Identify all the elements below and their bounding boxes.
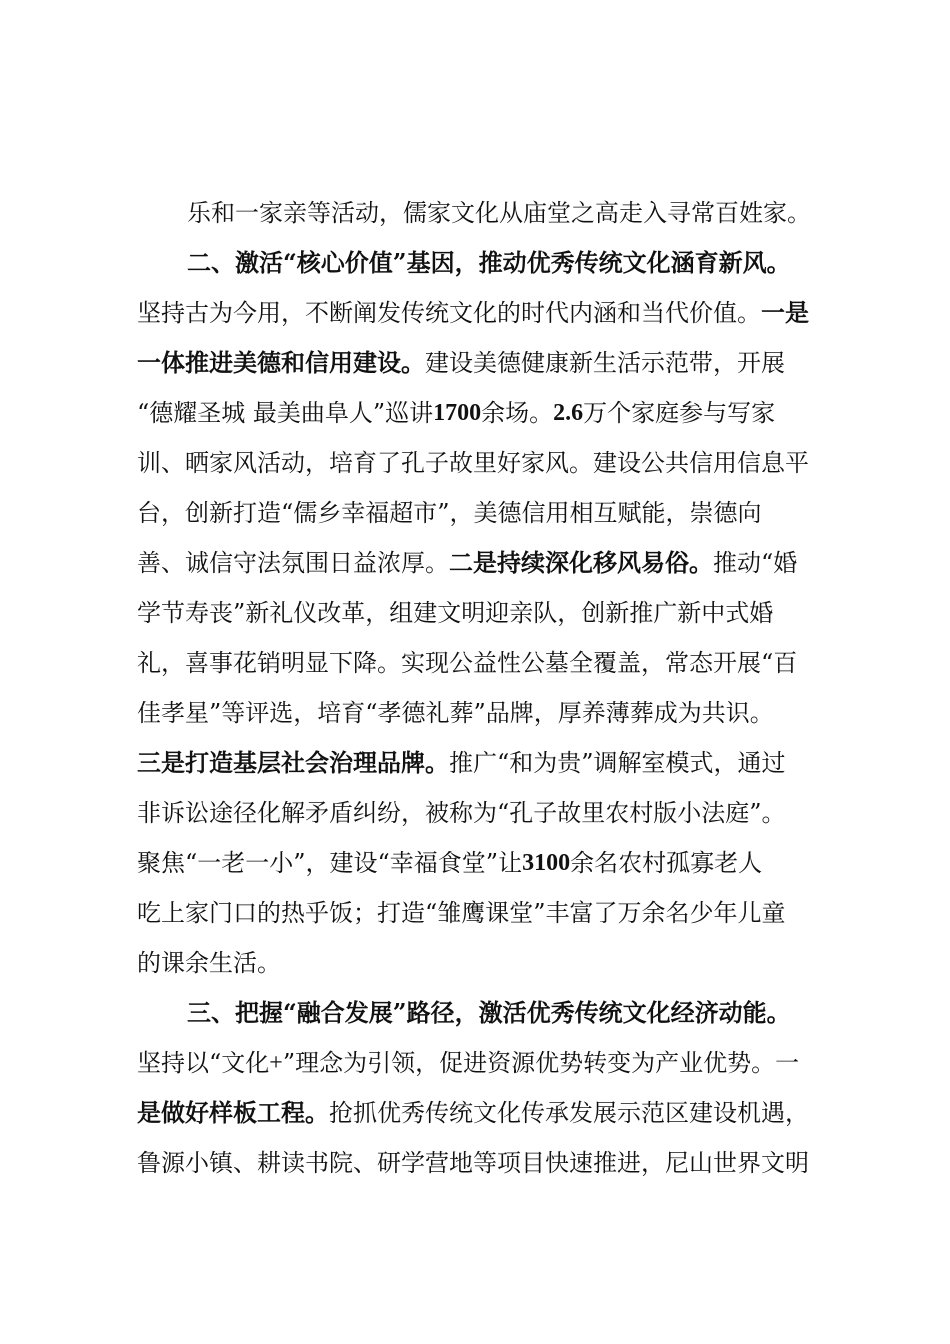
- line-text: 善、诚信守法氛围日益浓厚。: [137, 549, 449, 577]
- line-text: 余场。: [481, 399, 554, 427]
- emphasis-text: 一体推进美德和信用建设。: [137, 348, 425, 377]
- number-text: 1700: [433, 400, 482, 426]
- line-text: 训、晒家风活动，培育了孔子故里好家风。建设公共信用信息平: [137, 449, 809, 477]
- line-text: 万个家庭参与写家: [583, 399, 776, 427]
- line-text: 推动“婚: [713, 549, 798, 577]
- text-line: [137, 638, 865, 688]
- symbol-text: +: [269, 1050, 283, 1076]
- text-line: [137, 188, 865, 238]
- section-heading-3: [137, 988, 865, 1038]
- heading-text: 三、把握“融合发展”路径，激活优秀传统文化经济动能。: [187, 998, 791, 1027]
- text-line: [137, 288, 865, 338]
- line-text: 余名农村孤寡老人: [570, 849, 763, 877]
- line-text: 鲁源小镇、耕读书院、研学营地等项目快速推进，尼山世界文明: [137, 1149, 809, 1177]
- text-line: [137, 938, 865, 988]
- text-line: [137, 1138, 865, 1188]
- text-line: [137, 338, 865, 388]
- line-text: 建设美德健康新生活示范带，开展: [425, 349, 785, 377]
- text-line: [137, 788, 865, 838]
- line-text: 乐和一家亲等活动，儒家文化从庙堂之高走入寻常百姓家。: [187, 199, 811, 227]
- document-body: [137, 188, 865, 1188]
- text-line: [137, 838, 865, 888]
- line-text: 的课余生活。: [137, 949, 281, 977]
- text-line: [137, 388, 865, 438]
- line-text: 坚持古为今用，不断阐发传统文化的时代内涵和当代价值。: [137, 299, 761, 327]
- text-line: [137, 1088, 865, 1138]
- line-text: 吃上家门口的热乎饭；打造“雏鹰课堂”丰富了万余名少年儿童: [137, 899, 786, 927]
- line-text: 礼，喜事花销明显下降。实现公益性公墓全覆盖，常态开展“百: [137, 649, 798, 677]
- text-line: [137, 738, 865, 788]
- section-heading-2: [137, 238, 865, 288]
- line-text: 佳孝星”等评选，培育“孝德礼葬”品牌，厚养薄葬成为共识。: [137, 699, 774, 727]
- text-line: [137, 438, 865, 488]
- line-text: 聚焦“一老一小”，建设“幸福食堂”让: [137, 849, 523, 877]
- number-text: 3100: [522, 850, 571, 876]
- number-text: 2.6: [553, 400, 584, 426]
- line-text: ”理念为引领，促进资源优势转变为产业优势。一: [282, 1049, 800, 1077]
- text-line: [137, 538, 865, 588]
- text-line: [137, 488, 865, 538]
- line-text: 推广“和为贵”调解室模式，通过: [449, 749, 786, 777]
- line-text: 坚持以“文化: [137, 1049, 270, 1077]
- emphasis-text: 是做好样板工程。: [137, 1098, 329, 1127]
- line-text: 台，创新打造“儒乡幸福超市”，美德信用相互赋能，崇德向: [137, 499, 762, 527]
- emphasis-text: 三是打造基层社会治理品牌。: [137, 748, 449, 777]
- line-text: “德耀圣城 最美曲阜人”巡讲: [137, 399, 434, 427]
- text-line: [137, 588, 865, 638]
- emphasis-text: 一是: [761, 298, 809, 327]
- line-text: 非诉讼途径化解矛盾纠纷，被称为“孔子故里农村版小法庭”。: [137, 799, 786, 827]
- line-text: 抢抓优秀传统文化传承发展示范区建设机遇，: [329, 1099, 809, 1127]
- text-line: [137, 688, 865, 738]
- text-line: [137, 888, 865, 938]
- emphasis-text: 二是持续深化移风易俗。: [449, 548, 713, 577]
- heading-text: 二、激活“核心价值”基因，推动优秀传统文化涵育新风。: [187, 248, 791, 277]
- line-text: 学节寿丧”新礼仪改革，组建文明迎亲队，创新推广新中式婚: [137, 599, 774, 627]
- text-line: [137, 1038, 865, 1088]
